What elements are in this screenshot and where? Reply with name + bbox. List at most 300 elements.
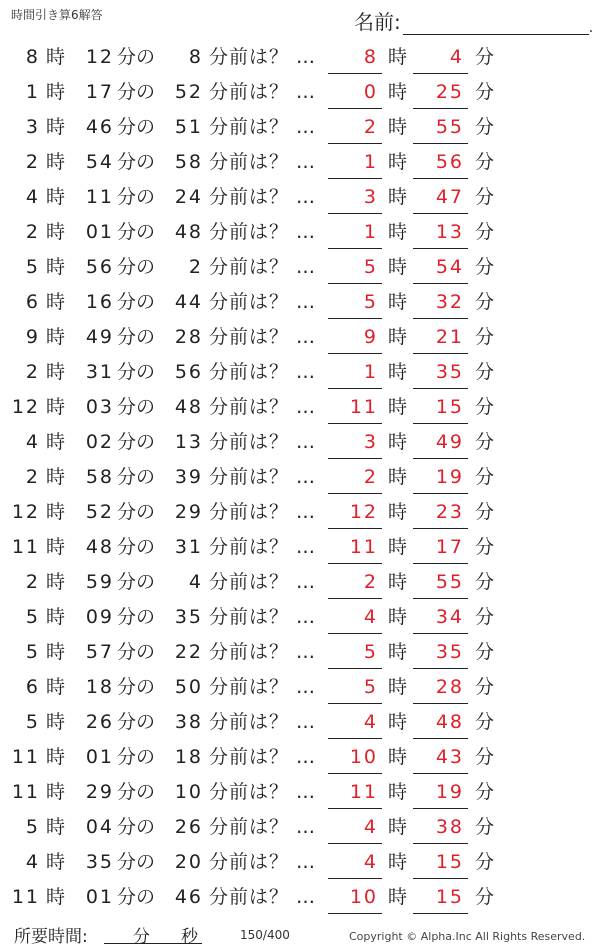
minute-of-unit: 分の <box>117 641 156 663</box>
answer-hour: 3 <box>363 186 378 208</box>
answer-hour: 5 <box>363 256 378 278</box>
answer-hour-box[interactable] <box>328 288 382 319</box>
start-minute: 09 <box>85 606 114 628</box>
start-hour: 4 <box>25 431 40 453</box>
answer-hour-box[interactable] <box>328 323 382 354</box>
answer-minute-box[interactable] <box>413 428 468 459</box>
footer <box>0 918 600 949</box>
answer-hour-box[interactable] <box>328 603 382 634</box>
minutes-before: 31 <box>174 536 203 558</box>
start-hour: 2 <box>25 221 40 243</box>
minute-of-unit: 分の <box>117 851 156 873</box>
start-hour: 11 <box>11 536 40 558</box>
question-text: 分前は？ … <box>209 46 317 68</box>
start-hour: 5 <box>25 711 40 733</box>
answer-hour-box[interactable] <box>328 463 382 494</box>
answer-minute-box[interactable] <box>413 358 468 389</box>
problem-row <box>0 144 600 179</box>
question-text: 分前は？ … <box>209 291 317 313</box>
answer-minute-unit: 分 <box>475 466 495 488</box>
answer-minute-box[interactable] <box>413 568 468 599</box>
answer-hour-box[interactable] <box>328 638 382 669</box>
answer-minute-unit: 分 <box>475 886 495 908</box>
start-hour: 12 <box>11 396 40 418</box>
answer-hour-unit: 時 <box>388 256 408 278</box>
name-blank[interactable] <box>403 11 589 35</box>
hour-unit: 時 <box>46 186 66 208</box>
hour-unit: 時 <box>46 221 66 243</box>
answer-minute: 21 <box>435 326 464 348</box>
answer-hour: 10 <box>349 746 378 768</box>
required-time-minute-unit: 分 <box>133 927 150 947</box>
hour-unit: 時 <box>46 571 66 593</box>
answer-minute-box[interactable] <box>413 498 468 529</box>
hour-unit: 時 <box>46 536 66 558</box>
start-minute: 29 <box>85 781 114 803</box>
answer-hour: 5 <box>363 291 378 313</box>
question-text: 分前は？ … <box>209 606 317 628</box>
answer-minute: 56 <box>435 151 464 173</box>
start-hour: 2 <box>25 571 40 593</box>
answer-hour-box[interactable] <box>328 113 382 144</box>
answer-minute: 35 <box>435 641 464 663</box>
minutes-before: 51 <box>174 116 203 138</box>
start-minute: 31 <box>85 361 114 383</box>
answer-minute-unit: 分 <box>475 326 495 348</box>
minute-of-unit: 分の <box>117 431 156 453</box>
answer-hour-box[interactable] <box>328 708 382 739</box>
problem-row <box>0 424 600 459</box>
start-minute: 58 <box>85 466 114 488</box>
answer-minute: 34 <box>435 606 464 628</box>
question-text: 分前は？ … <box>209 571 317 593</box>
answer-minute-unit: 分 <box>475 256 495 278</box>
problem-row <box>0 599 600 634</box>
answer-minute-box[interactable] <box>413 78 468 109</box>
answer-minute: 17 <box>435 536 464 558</box>
answer-minute-box[interactable] <box>413 148 468 179</box>
answer-minute: 55 <box>435 571 464 593</box>
hour-unit: 時 <box>46 816 66 838</box>
question-text: 分前は？ … <box>209 851 317 873</box>
start-hour: 8 <box>25 46 40 68</box>
start-minute: 59 <box>85 571 114 593</box>
start-hour: 5 <box>25 641 40 663</box>
answer-hour-unit: 時 <box>388 186 408 208</box>
minutes-before: 38 <box>174 711 203 733</box>
answer-minute-box[interactable] <box>413 113 468 144</box>
hour-unit: 時 <box>46 256 66 278</box>
problem-row <box>0 879 600 914</box>
hour-unit: 時 <box>46 711 66 733</box>
name-dot: . <box>588 20 594 36</box>
answer-minute-unit: 分 <box>475 431 495 453</box>
answer-minute-box[interactable] <box>413 183 468 214</box>
page-title: 時間引き算6解答 <box>11 8 103 22</box>
minutes-before: 44 <box>174 291 203 313</box>
answer-minute-unit: 分 <box>475 606 495 628</box>
answer-hour: 2 <box>363 571 378 593</box>
answer-hour: 4 <box>363 711 378 733</box>
answer-hour-unit: 時 <box>388 746 408 768</box>
problem-row <box>0 494 600 529</box>
answer-hour: 5 <box>363 641 378 663</box>
copyright: Copyright © Alpha.Inc All Rights Reserved. <box>349 930 586 943</box>
answer-minute-unit: 分 <box>475 501 495 523</box>
start-minute: 48 <box>85 536 114 558</box>
answer-hour: 2 <box>363 116 378 138</box>
answer-hour-unit: 時 <box>388 361 408 383</box>
answer-hour: 10 <box>349 886 378 908</box>
answer-minute: 32 <box>435 291 464 313</box>
hour-unit: 時 <box>46 396 66 418</box>
start-hour: 1 <box>25 81 40 103</box>
minutes-before: 8 <box>188 46 203 68</box>
question-text: 分前は？ … <box>209 396 317 418</box>
minutes-before: 46 <box>174 886 203 908</box>
answer-minute-box[interactable] <box>413 533 468 564</box>
question-text: 分前は？ … <box>209 886 317 908</box>
answer-minute-box[interactable] <box>413 708 468 739</box>
minutes-before: 22 <box>174 641 203 663</box>
answer-hour-unit: 時 <box>388 781 408 803</box>
answer-minute: 25 <box>435 81 464 103</box>
start-minute: 46 <box>85 116 114 138</box>
problem-row <box>0 809 600 844</box>
answer-hour: 0 <box>363 81 378 103</box>
answer-minute-unit: 分 <box>475 571 495 593</box>
minutes-before: 39 <box>174 466 203 488</box>
answer-hour-unit: 時 <box>388 851 408 873</box>
answer-hour-box[interactable] <box>328 43 382 74</box>
start-hour: 2 <box>25 466 40 488</box>
answer-minute: 28 <box>435 676 464 698</box>
minutes-before: 18 <box>174 746 203 768</box>
start-hour: 4 <box>25 851 40 873</box>
answer-hour-box[interactable] <box>328 883 382 914</box>
start-hour: 11 <box>11 781 40 803</box>
answer-hour-box[interactable] <box>328 78 382 109</box>
answer-minute-box[interactable] <box>413 43 468 74</box>
start-minute: 03 <box>85 396 114 418</box>
answer-hour: 1 <box>363 151 378 173</box>
answer-minute-box[interactable] <box>413 673 468 704</box>
hour-unit: 時 <box>46 116 66 138</box>
answer-minute-box[interactable] <box>413 253 468 284</box>
start-minute: 17 <box>85 81 114 103</box>
answer-hour-unit: 時 <box>388 571 408 593</box>
problem-row <box>0 739 600 774</box>
hour-unit: 時 <box>46 466 66 488</box>
answer-hour: 2 <box>363 466 378 488</box>
answer-hour-unit: 時 <box>388 886 408 908</box>
answer-minute-unit: 分 <box>475 711 495 733</box>
answer-hour-unit: 時 <box>388 396 408 418</box>
start-hour: 12 <box>11 501 40 523</box>
answer-minute: 13 <box>435 221 464 243</box>
minutes-before: 48 <box>174 221 203 243</box>
question-text: 分前は？ … <box>209 431 317 453</box>
minute-of-unit: 分の <box>117 676 156 698</box>
answer-minute: 49 <box>435 431 464 453</box>
answer-minute-box[interactable] <box>413 323 468 354</box>
problem-row <box>0 389 600 424</box>
start-hour: 2 <box>25 151 40 173</box>
minutes-before: 4 <box>188 571 203 593</box>
answer-hour-box[interactable] <box>328 358 382 389</box>
answer-hour-unit: 時 <box>388 46 408 68</box>
answer-hour: 9 <box>363 326 378 348</box>
answer-hour: 3 <box>363 431 378 453</box>
start-minute: 56 <box>85 256 114 278</box>
answer-hour-box[interactable] <box>328 743 382 774</box>
problem-row <box>0 319 600 354</box>
minute-of-unit: 分の <box>117 291 156 313</box>
minute-of-unit: 分の <box>117 746 156 768</box>
start-minute: 49 <box>85 326 114 348</box>
start-minute: 01 <box>85 886 114 908</box>
hour-unit: 時 <box>46 291 66 313</box>
answer-minute: 48 <box>435 711 464 733</box>
answer-hour: 8 <box>363 46 378 68</box>
hour-unit: 時 <box>46 641 66 663</box>
start-minute: 35 <box>85 851 114 873</box>
start-minute: 01 <box>85 221 114 243</box>
answer-minute: 54 <box>435 256 464 278</box>
answer-hour-box[interactable] <box>328 673 382 704</box>
minutes-before: 20 <box>174 851 203 873</box>
start-minute: 02 <box>85 431 114 453</box>
question-text: 分前は？ … <box>209 116 317 138</box>
minute-of-unit: 分の <box>117 361 156 383</box>
answer-hour-box[interactable] <box>328 393 382 424</box>
answer-minute: 47 <box>435 186 464 208</box>
minutes-before: 28 <box>174 326 203 348</box>
answer-minute-unit: 分 <box>475 291 495 313</box>
answer-hour-box[interactable] <box>328 148 382 179</box>
start-hour: 3 <box>25 116 40 138</box>
problem-row <box>0 109 600 144</box>
start-minute: 54 <box>85 151 114 173</box>
minutes-before: 52 <box>174 81 203 103</box>
answer-hour-box[interactable] <box>328 428 382 459</box>
hour-unit: 時 <box>46 431 66 453</box>
problem-row <box>0 284 600 319</box>
minute-of-unit: 分の <box>117 606 156 628</box>
answer-minute-box[interactable] <box>413 813 468 844</box>
minutes-before: 29 <box>174 501 203 523</box>
answer-hour-unit: 時 <box>388 466 408 488</box>
problem-row <box>0 354 600 389</box>
answer-minute-box[interactable] <box>413 393 468 424</box>
minute-of-unit: 分の <box>117 501 156 523</box>
start-minute: 18 <box>85 676 114 698</box>
question-text: 分前は？ … <box>209 711 317 733</box>
minutes-before: 2 <box>188 256 203 278</box>
answer-hour-unit: 時 <box>388 641 408 663</box>
question-text: 分前は？ … <box>209 676 317 698</box>
answer-minute-unit: 分 <box>475 851 495 873</box>
answer-minute: 38 <box>435 816 464 838</box>
answer-hour: 4 <box>363 851 378 873</box>
name-field <box>354 6 593 35</box>
answer-minute-unit: 分 <box>475 536 495 558</box>
minutes-before: 56 <box>174 361 203 383</box>
answer-minute-box[interactable] <box>413 638 468 669</box>
answer-hour: 11 <box>349 536 378 558</box>
answer-minute-unit: 分 <box>475 81 495 103</box>
minute-of-unit: 分の <box>117 781 156 803</box>
start-hour: 5 <box>25 816 40 838</box>
answer-minute: 23 <box>435 501 464 523</box>
answer-hour-box[interactable] <box>328 183 382 214</box>
minutes-before: 26 <box>174 816 203 838</box>
minute-of-unit: 分の <box>117 221 156 243</box>
minute-of-unit: 分の <box>117 81 156 103</box>
answer-minute-unit: 分 <box>475 221 495 243</box>
start-minute: 04 <box>85 816 114 838</box>
problem-row <box>0 564 600 599</box>
answer-hour-box[interactable] <box>328 533 382 564</box>
answer-hour-unit: 時 <box>388 151 408 173</box>
hour-unit: 時 <box>46 81 66 103</box>
answer-minute-unit: 分 <box>475 116 495 138</box>
answer-minute-unit: 分 <box>475 186 495 208</box>
answer-hour-box[interactable] <box>328 253 382 284</box>
answer-minute-box[interactable] <box>413 603 468 634</box>
question-text: 分前は？ … <box>209 221 317 243</box>
minutes-before: 58 <box>174 151 203 173</box>
answer-minute-box[interactable] <box>413 218 468 249</box>
start-hour: 9 <box>25 326 40 348</box>
answer-hour-box[interactable] <box>328 568 382 599</box>
minute-of-unit: 分の <box>117 396 156 418</box>
question-text: 分前は？ … <box>209 361 317 383</box>
answer-minute-unit: 分 <box>475 396 495 418</box>
problem-row <box>0 459 600 494</box>
hour-unit: 時 <box>46 361 66 383</box>
answer-hour: 4 <box>363 606 378 628</box>
answer-minute-unit: 分 <box>475 151 495 173</box>
answer-minute: 15 <box>435 851 464 873</box>
minute-of-unit: 分の <box>117 571 156 593</box>
minutes-before: 10 <box>174 781 203 803</box>
answer-hour: 11 <box>349 781 378 803</box>
question-text: 分前は？ … <box>209 781 317 803</box>
question-text: 分前は？ … <box>209 466 317 488</box>
answer-hour-unit: 時 <box>388 221 408 243</box>
minute-of-unit: 分の <box>117 816 156 838</box>
answer-hour-unit: 時 <box>388 431 408 453</box>
hour-unit: 時 <box>46 851 66 873</box>
answer-minute: 4 <box>449 46 464 68</box>
answer-minute: 35 <box>435 361 464 383</box>
answer-hour-unit: 時 <box>388 291 408 313</box>
start-minute: 57 <box>85 641 114 663</box>
score: 150/400 <box>240 928 290 942</box>
problem-row <box>0 249 600 284</box>
answer-hour: 4 <box>363 816 378 838</box>
answer-minute-box[interactable] <box>413 883 468 914</box>
answer-minute-unit: 分 <box>475 781 495 803</box>
answer-minute-unit: 分 <box>475 361 495 383</box>
question-text: 分前は？ … <box>209 256 317 278</box>
name-label: 名前: <box>354 10 401 34</box>
answer-hour-unit: 時 <box>388 326 408 348</box>
answer-minute: 15 <box>435 396 464 418</box>
problem-list <box>0 39 600 914</box>
answer-minute-box[interactable] <box>413 743 468 774</box>
answer-minute: 19 <box>435 781 464 803</box>
answer-hour-unit: 時 <box>388 116 408 138</box>
hour-unit: 時 <box>46 606 66 628</box>
answer-hour-unit: 時 <box>388 536 408 558</box>
minute-of-unit: 分の <box>117 46 156 68</box>
answer-minute-box[interactable] <box>413 778 468 809</box>
required-time-label: 所要時間: <box>14 927 88 947</box>
question-text: 分前は？ … <box>209 186 317 208</box>
answer-hour: 1 <box>363 361 378 383</box>
answer-minute: 55 <box>435 116 464 138</box>
problem-row <box>0 704 600 739</box>
required-time-second-unit: 秒 <box>181 927 198 947</box>
hour-unit: 時 <box>46 781 66 803</box>
start-hour: 5 <box>25 256 40 278</box>
minute-of-unit: 分の <box>117 116 156 138</box>
start-minute: 12 <box>85 46 114 68</box>
answer-hour: 12 <box>349 501 378 523</box>
answer-minute: 43 <box>435 746 464 768</box>
start-hour: 4 <box>25 186 40 208</box>
problem-row <box>0 669 600 704</box>
answer-minute-box[interactable] <box>413 848 468 879</box>
question-text: 分前は？ … <box>209 501 317 523</box>
hour-unit: 時 <box>46 151 66 173</box>
question-text: 分前は？ … <box>209 326 317 348</box>
answer-hour-unit: 時 <box>388 816 408 838</box>
hour-unit: 時 <box>46 676 66 698</box>
answer-minute: 19 <box>435 466 464 488</box>
hour-unit: 時 <box>46 326 66 348</box>
minute-of-unit: 分の <box>117 886 156 908</box>
answer-hour-box[interactable] <box>328 813 382 844</box>
answer-hour-box[interactable] <box>328 218 382 249</box>
hour-unit: 時 <box>46 46 66 68</box>
answer-minute-unit: 分 <box>475 816 495 838</box>
answer-hour-box[interactable] <box>328 778 382 809</box>
question-text: 分前は？ … <box>209 641 317 663</box>
answer-minute-box[interactable] <box>413 288 468 319</box>
question-text: 分前は？ … <box>209 81 317 103</box>
minutes-before: 24 <box>174 186 203 208</box>
minute-of-unit: 分の <box>117 256 156 278</box>
hour-unit: 時 <box>46 746 66 768</box>
start-hour: 5 <box>25 606 40 628</box>
answer-hour-unit: 時 <box>388 711 408 733</box>
answer-hour-box[interactable] <box>328 848 382 879</box>
answer-minute-unit: 分 <box>475 641 495 663</box>
start-hour: 11 <box>11 746 40 768</box>
answer-hour-box[interactable] <box>328 498 382 529</box>
answer-hour-unit: 時 <box>388 501 408 523</box>
start-hour: 6 <box>25 291 40 313</box>
problem-row <box>0 634 600 669</box>
start-hour: 2 <box>25 361 40 383</box>
minute-of-unit: 分の <box>117 466 156 488</box>
start-minute: 26 <box>85 711 114 733</box>
start-hour: 11 <box>11 886 40 908</box>
answer-minute-box[interactable] <box>413 463 468 494</box>
